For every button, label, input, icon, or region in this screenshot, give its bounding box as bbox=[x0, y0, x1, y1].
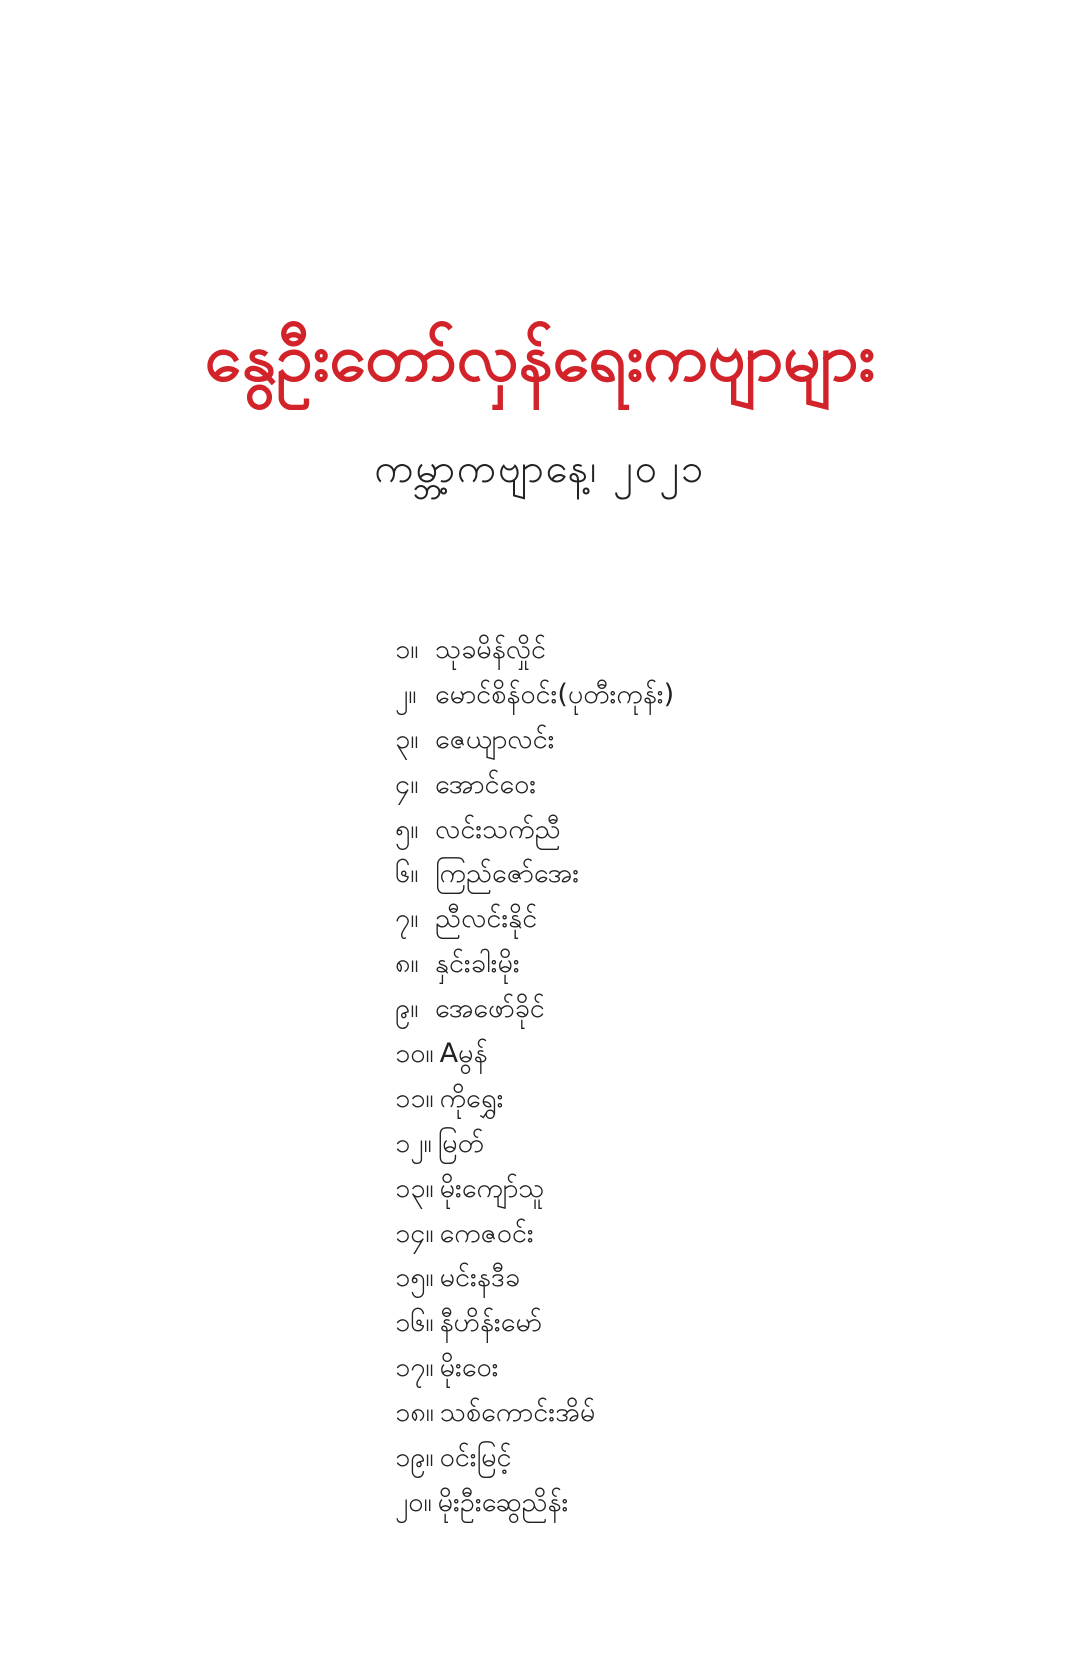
list-item bbox=[395, 987, 674, 1032]
poet-name: ညီလင်းနိုင် bbox=[435, 903, 538, 935]
item-number: ၁။ bbox=[395, 634, 419, 665]
item-number: ၁၈။ bbox=[395, 1397, 434, 1429]
item-number: ၁၆။ bbox=[395, 1307, 434, 1339]
list-item bbox=[395, 1122, 674, 1167]
item-number: ၆။ bbox=[395, 858, 419, 890]
list-item bbox=[395, 673, 674, 718]
item-number: ၁၅။ bbox=[395, 1262, 434, 1294]
list-item bbox=[395, 1436, 674, 1481]
item-number: ၂၀။ bbox=[395, 1486, 432, 1518]
list-item bbox=[395, 1391, 674, 1436]
item-number: ၃။ bbox=[395, 723, 419, 755]
item-number: ၉။ bbox=[395, 993, 419, 1025]
list-item bbox=[395, 1032, 674, 1077]
poet-name: မိုးဦးဆွေညိန်း bbox=[437, 1486, 569, 1518]
item-number: ၇။ bbox=[395, 903, 419, 935]
poet-name: သစ်ကောင်းအိမ် bbox=[439, 1397, 596, 1429]
poet-name: နီဟိန်းမော် bbox=[439, 1307, 542, 1339]
poet-name: မင်းနဒီခ bbox=[439, 1262, 521, 1294]
item-number: ၁၀။ bbox=[395, 1038, 434, 1070]
book-subtitle: ကမ္ဘာ့ကဗျာနေ့၊ ၂၀၂၁ bbox=[374, 446, 706, 492]
item-number: ၈။ bbox=[395, 948, 419, 980]
poet-name: မိုးဝေး bbox=[439, 1352, 499, 1384]
item-number: ၁၂။ bbox=[395, 1127, 432, 1159]
book-title: နွေဦးတော်လှန်ရေးကဗျာများ bbox=[204, 319, 876, 396]
poet-name: ကြည်ဇော်အေး bbox=[435, 858, 580, 890]
item-number: ၁၃။ bbox=[395, 1172, 434, 1204]
list-item bbox=[395, 718, 674, 763]
poet-name: အေဖော်ခိုင် bbox=[435, 993, 545, 1025]
item-number: ၁၁။ bbox=[395, 1082, 434, 1114]
list-item bbox=[395, 852, 674, 897]
list-item bbox=[395, 1077, 674, 1122]
poet-name: မြတ် bbox=[437, 1127, 484, 1159]
poet-name: လင်းသက်ညီ bbox=[435, 813, 561, 845]
item-number: ၄။ bbox=[395, 768, 419, 800]
list-item bbox=[395, 808, 674, 853]
list-item bbox=[395, 763, 674, 808]
list-item bbox=[395, 897, 674, 942]
item-number: ၁၇။ bbox=[395, 1352, 434, 1384]
poet-name: သုခမိန်လှိုင် bbox=[435, 634, 546, 665]
list-item bbox=[395, 1301, 674, 1346]
item-number: ၂။ bbox=[395, 678, 417, 710]
item-number: ၁၄။ bbox=[395, 1217, 434, 1249]
poet-name: ဇေယျာလင်း bbox=[435, 723, 555, 755]
list-item bbox=[395, 1256, 674, 1301]
list-item bbox=[395, 628, 674, 673]
poet-name: ကိုရွှေး bbox=[439, 1082, 504, 1114]
list-item bbox=[395, 1481, 674, 1526]
poet-list bbox=[395, 628, 674, 1526]
list-item bbox=[395, 1167, 674, 1212]
poet-name: နှင်းခါးမိုး bbox=[435, 948, 520, 980]
list-item bbox=[395, 1346, 674, 1391]
poet-name: ဝင်းမြင့် bbox=[439, 1442, 512, 1474]
poet-name: မောင်စိန်ဝင်း(ပုတီးကုန်း) bbox=[435, 678, 675, 710]
poet-name: အောင်ဝေး bbox=[435, 768, 537, 800]
item-number: ၁၉။ bbox=[395, 1442, 434, 1474]
list-item bbox=[395, 942, 674, 987]
poet-name: Aမွန် bbox=[439, 1038, 488, 1070]
poet-name: ကေဇဝင်း bbox=[439, 1217, 534, 1249]
poet-name: မိုးကျော်သူ bbox=[439, 1172, 545, 1204]
list-item bbox=[395, 1212, 674, 1257]
item-number: ၅။ bbox=[395, 813, 419, 845]
